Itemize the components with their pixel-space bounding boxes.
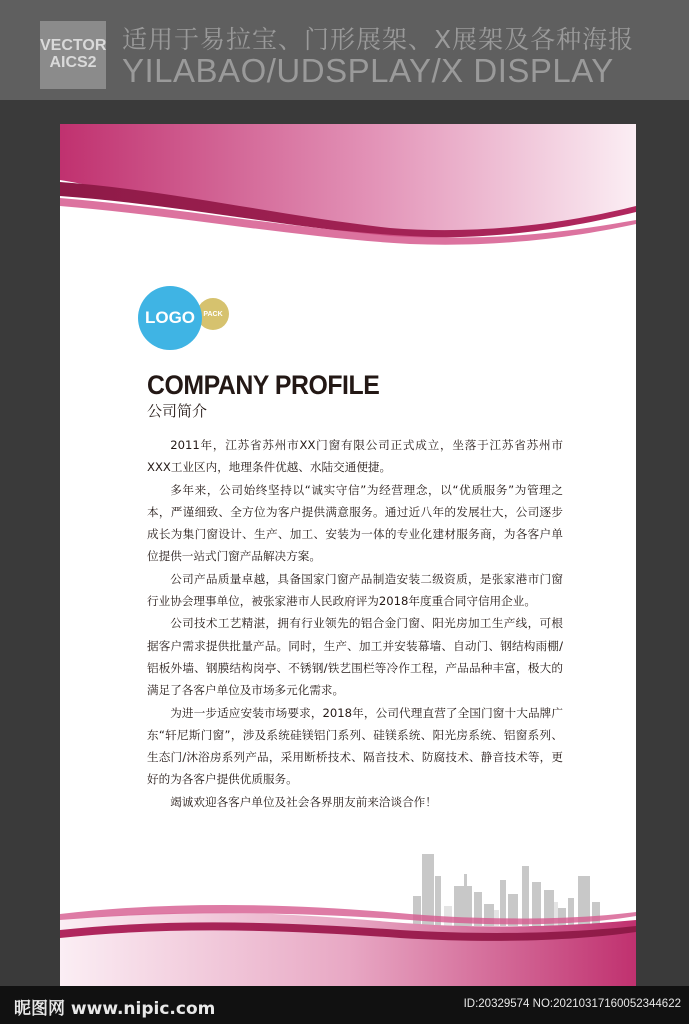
nipic-watermark: 昵图网 www.nipic.com (14, 999, 216, 1019)
image-id-text: ID:20329574 NO:20210317160052344622 (463, 998, 681, 1010)
watermark-footer (0, 986, 689, 1024)
paragraph-1: 2011年，江苏省苏州市XX门窗有限公司正式成立，坐落于江苏省苏州市XXX工业区内，地理条件优越、水陆交通便捷。 (147, 438, 563, 475)
logo-pack-badge: PACK (197, 298, 229, 330)
top-wave-decoration (60, 124, 636, 254)
badge-line2: AICS2 (49, 54, 97, 71)
company-logo: LOGO (138, 286, 202, 350)
profile-body (147, 434, 563, 813)
paragraph-3: 公司产品质量卓越，具备国家门窗产品制造安装二级资质，是张家港市门窗行业协会理事单位，被张家港市人民政府评为2018年度重合同守信用企业。 (147, 571, 563, 609)
paragraph-5: 为进一步适应安装市场要求，2018年，公司代理直营了全国门窗十大品牌广东“轩尼斯门窗”，涉及系统硅镁铝门系列、硅镁系统、阳光房系统、铝窗系列、生态门/沐浴房系列产品，采用断桥技术、隔音技术、防腐技术、静音技术等，更好的为各客户提供优质服务。 (147, 705, 563, 787)
badge-line1: VECTOR (40, 37, 107, 55)
paragraph-2: 多年来，公司始终坚持以“诚实守信”为经营理念，以“优质服务”为管理之本，严谨细致、全方位为客户提供满意服务。通过近八年的发展壮大，公司逐步成长为集门窗设计、生产、加工、安装为一体的专业化建材服务商，为各客户单位提供一站式门窗产品解决方案。 (147, 482, 563, 564)
paragraph-4: 公司技术工艺精湛，拥有行业领先的铝合金门窗、阳光房加工生产线，可根据客户需求提供批量产品。同时，生产、加工并安装幕墙、自动门、钢结构雨棚/铝板外墙、钢膜结构岗亭、不锈钢/铁艺围栏等冷作工程，产品品种丰富，极大的满足了各客户单位及市场多元化需求。 (147, 616, 563, 698)
bottom-wave-decoration (60, 886, 636, 986)
poster (60, 124, 636, 986)
top-title-cn: 适用于易拉宝、门形展架、X展架及各种海报 (122, 25, 635, 54)
top-banner (0, 0, 689, 100)
vector-badge (40, 21, 106, 89)
top-title-en: YILABAO/UDSPLAY/X DISPLAY (122, 52, 614, 89)
profile-subtitle: 公司简介 (147, 402, 208, 420)
profile-title: COMPANY PROFILE (147, 370, 380, 400)
paragraph-6: 竭诚欢迎各客户单位及社会各界朋友前来洽谈合作！ (170, 794, 437, 809)
